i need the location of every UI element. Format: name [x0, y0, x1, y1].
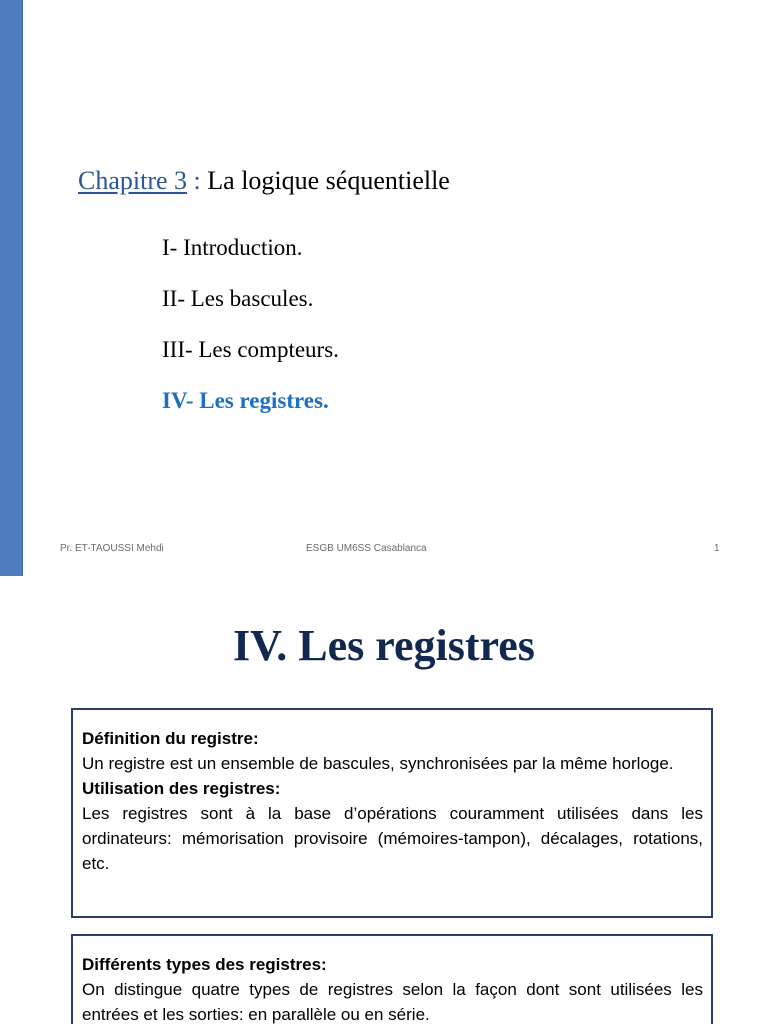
chapter-separator: :: [187, 166, 208, 195]
usage-heading: Utilisation des registres:: [82, 779, 281, 798]
outline-item-compteurs: III- Les compteurs.: [162, 337, 339, 362]
footer-school: ESGB UM6SS Casablanca: [306, 543, 427, 554]
definition-text: Un registre est un ensemble de bascules, synchronisées par la même horloge.: [82, 754, 674, 773]
section-title: IV. Les registres: [233, 621, 535, 670]
outline-item-registres: IV- Les registres.: [162, 388, 329, 413]
chapter-outline: [162, 232, 339, 436]
types-text: On distingue quatre types de registres selon la façon dont sont utilisées les entrées et les sorties: en parallèle ou en série.: [82, 980, 703, 1024]
types-box: [71, 934, 713, 1024]
definition-box: [71, 708, 713, 918]
outline-item-introduction: I- Introduction.: [162, 235, 303, 260]
slide-2: [0, 596, 768, 1024]
usage-text: Les registres sont à la base d’opérations couramment utilisées dans les ordinateurs: mémorisation provisoire (mémoires-tampon), décalages, rotations, etc.: [82, 804, 703, 873]
outline-item-bascules: II- Les bascules.: [162, 286, 314, 311]
chapter-subject: La logique séquentielle: [207, 166, 450, 195]
slide-side-bar: [0, 0, 23, 576]
chapter-title: [78, 166, 450, 196]
chapter-label: Chapitre 3: [78, 166, 188, 195]
definition-heading: Définition du registre:: [82, 729, 259, 748]
types-heading: Différents types des registres:: [82, 955, 327, 974]
footer-author: Pr. ET-TAOUSSI Mehdi: [60, 543, 164, 554]
footer-page-number: 1: [714, 543, 720, 554]
